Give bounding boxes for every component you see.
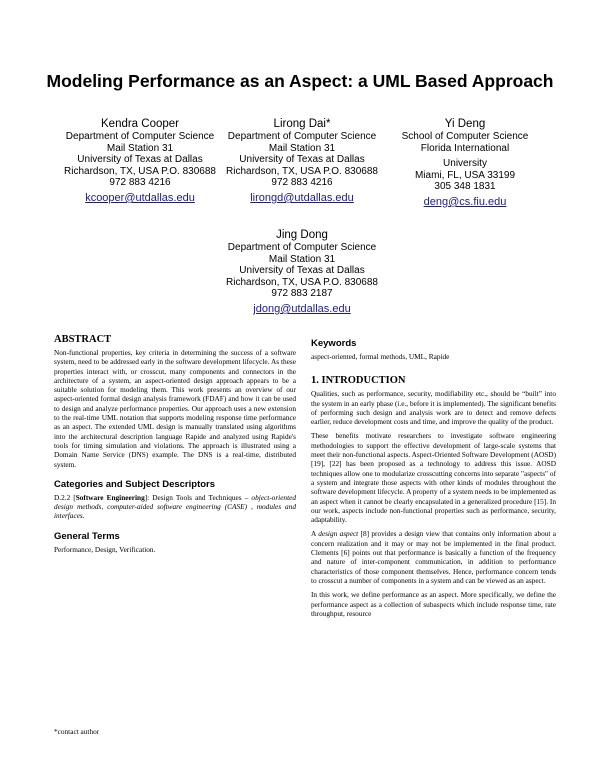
- author-phone: 972 883 2187: [271, 288, 333, 300]
- author-block: [375, 118, 555, 209]
- general-terms-section: [54, 531, 296, 554]
- author-email-link[interactable]: jdong@utdallas.edu: [253, 302, 351, 315]
- author-name: Lirong Dai*: [273, 118, 331, 130]
- intro-paragraph-2: These benefits motivate researchers to investigate software engineering methodologies to support the effective development of large-scale systems that meet their non-functional aspects. Aspect-Oriented Software Development (AOSD) [19], [22] has been proposed as a technology to address this issue. AOSD techniques allow one to modularize crosscutting concerns into separate "aspects" of a system and integrate those aspects with other kinds of modules throughout the software development lifecycle. A property of a system needs to be implemented as an aspect when it cannot be clearly encapsulated in a generalized procedure [15]. In our work, aspects include non-functional properties such as performance, security, adaptability.: [311, 431, 556, 525]
- author-email-link[interactable]: kcooper@utdallas.edu: [85, 191, 195, 204]
- author-block: [50, 118, 230, 205]
- footnote: *contact author: [54, 727, 100, 736]
- author-block: [212, 229, 392, 316]
- author-department: Department of Computer Science: [65, 131, 215, 142]
- author-phone: 972 883 4216: [271, 177, 333, 189]
- author-email-link[interactable]: lirongd@utdallas.edu: [250, 191, 354, 204]
- author-email-link[interactable]: deng@cs.fiu.edu: [423, 195, 507, 208]
- abstract-heading: ABSTRACT: [54, 334, 112, 345]
- author-department: Department of Computer Science: [227, 131, 377, 142]
- author-phone: 305 348 1831: [434, 181, 496, 193]
- general-terms-text: Performance, Design, Verification.: [54, 544, 156, 554]
- author-department: Department of Computer Science: [227, 242, 377, 253]
- author-mail-station: Mail Station 31: [268, 142, 336, 154]
- intro-paragraph-4: In this work, we define performance as an aspect. More specifically, we define the performance aspect as a collection of subaspects which include response time, rate throughput, resource: [311, 590, 556, 618]
- categories-text: [54, 493, 296, 521]
- author-institution: Florida International: [420, 142, 510, 154]
- paper-title: Modeling Performance as an Aspect: a UML Based Approach: [46, 71, 554, 91]
- categories-heading: Categories and Subject Descriptors: [54, 478, 216, 490]
- author-phone: 972 883 4216: [109, 177, 171, 189]
- intro-p3-prefix: A: [311, 529, 316, 539]
- author-name: Yi Deng: [444, 118, 486, 130]
- keywords-heading: Keywords: [311, 338, 357, 349]
- intro-p3-italic: design aspect: [318, 529, 359, 539]
- author-university: University of Texas at Dallas: [239, 154, 365, 166]
- left-column: [54, 334, 296, 562]
- abstract-section: [54, 334, 296, 469]
- author-mail-station: Mail Station 31: [268, 253, 336, 265]
- author-university: University of Texas at Dallas: [77, 154, 203, 166]
- intro-paragraph-3: [311, 529, 556, 585]
- author-department: School of Computer Science: [401, 131, 529, 142]
- author-block: [212, 118, 392, 205]
- author-address: Miami, FL, USA 33199: [414, 169, 516, 181]
- categories-italic: object-oriented design methods, computer-aided software engineering (CASE) , modules and interfaces.: [54, 492, 296, 521]
- author-name: Kendra Cooper: [101, 118, 179, 130]
- categories-section: [54, 479, 296, 521]
- categories-prefix: D.2.2 [: [54, 492, 76, 502]
- categories-middle: ]: Design Tools and Techniques –: [144, 492, 249, 502]
- author-name: Jing Dong: [276, 229, 328, 241]
- author-address: Richardson, TX, USA P.O. 830688: [226, 165, 378, 177]
- author-address: Richardson, TX, USA P.O. 830688: [64, 165, 216, 177]
- introduction-heading: 1. INTRODUCTION: [311, 375, 406, 387]
- keywords-text: aspect-oriented, formal methods, UML, Rapide: [311, 352, 450, 361]
- right-column: [311, 338, 556, 626]
- abstract-text: Non-functional properties, key criteria in determining the success of a software system, need to be addressed early in the software development lifecycle. As these properties interact with, or crosscut, many components and connectors in the architecture of a system, an aspect-oriented design approach appears to be a suitable solution for modeling them. This work presents an overview of our aspect-oriented formal design analysis framework (FDAF) and how it can be used to design and analyze performance properties. Our approach uses a new extension to the real-time UML notation that supports modeling response time performance as an aspect. The extended UML design is manually translated using algorithms into the architectural description language Rapide and analyzed using Rapide's tools for timing simulation and violations. The approach is illustrated using a Domain Name Service (DNS) example. The DNS is a real-time, distributed system.: [54, 348, 296, 469]
- intro-p3-rest: [8] provides a design view that contains only information about a concern realization and it may or may not be implemented in the final product. Clements [6] points out that performance is basically a function of the frequency and nature of inter-component communication, in addition to performance characteristics of those component themselves. Hence, performance concern tends to crosscut a number of components in a system and can be viewed as an aspect.: [311, 529, 556, 585]
- categories-bold: Software Engineering: [75, 492, 145, 502]
- intro-paragraph-1: Qualities, such as performance, security, modifiability etc., should be “built” into the system in an early phase (i.e., before it is implemented). The significant benefits of performing such design and analysis work are to detect and remove defects earlier, reduce development costs and time, and improve the quality of the product.: [311, 389, 556, 427]
- keywords-section: [311, 338, 556, 361]
- author-address: Richardson, TX, USA P.O. 830688: [226, 276, 378, 288]
- introduction-section: [311, 375, 556, 618]
- author-university: University: [443, 158, 487, 170]
- author-university: University of Texas at Dallas: [239, 265, 365, 277]
- author-mail-station: Mail Station 31: [106, 142, 174, 154]
- general-terms-heading: General Terms: [54, 530, 120, 542]
